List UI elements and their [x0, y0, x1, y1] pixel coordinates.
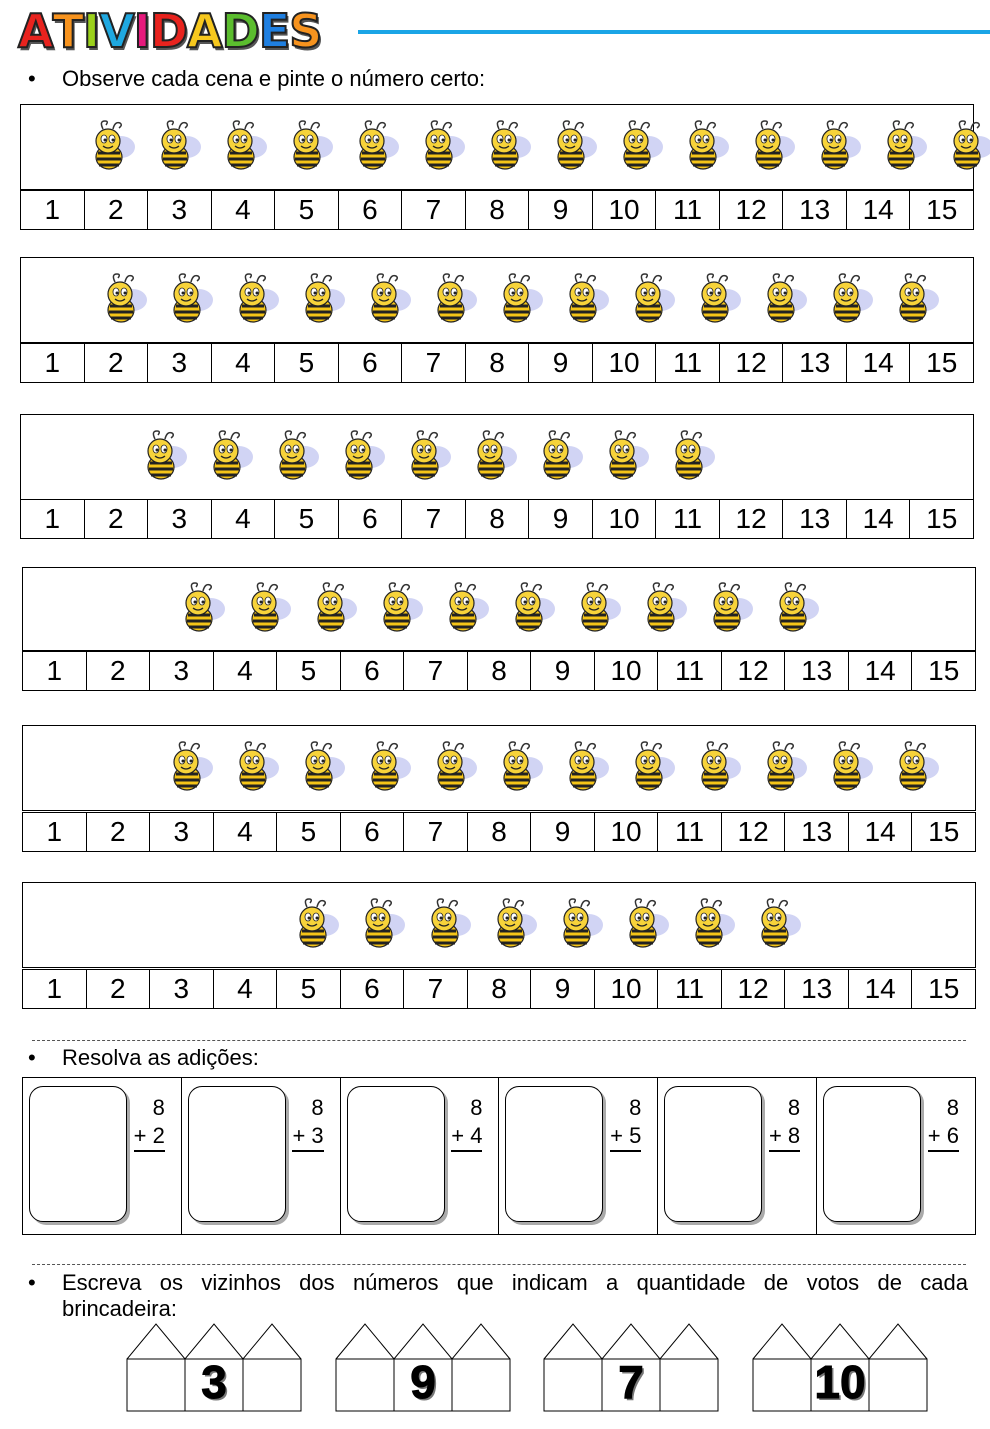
bee-icon — [291, 270, 351, 330]
number-cell[interactable]: 15 — [928, 816, 960, 847]
bee-icon — [369, 579, 429, 639]
number-cell[interactable]: 2 — [85, 500, 149, 538]
bee-icon — [159, 270, 219, 330]
bee-icon — [93, 270, 153, 330]
bee-icon — [483, 895, 543, 955]
addend-bottom: + 5 — [610, 1122, 641, 1152]
bee-icon — [81, 117, 141, 177]
number-cell[interactable]: 3 — [150, 813, 214, 851]
addend-bottom: + 3 — [292, 1122, 323, 1152]
addition-cell — [499, 1078, 658, 1234]
answer-box[interactable] — [347, 1086, 445, 1222]
number-cell[interactable]: 4 — [214, 970, 278, 1008]
number-cell[interactable]: 5 — [277, 970, 341, 1008]
number-cell[interactable]: 1 — [23, 813, 87, 851]
number-cell[interactable]: 12 — [722, 813, 786, 851]
bee-icon — [303, 579, 363, 639]
bee-scene — [20, 104, 974, 190]
number-cell[interactable]: 1 — [21, 500, 85, 538]
number-cell[interactable]: 12 — [722, 970, 786, 1008]
addition-cell — [817, 1078, 975, 1234]
bee-icon — [661, 427, 721, 487]
number-cell[interactable]: 14 — [847, 500, 911, 538]
addend-bottom: + 4 — [451, 1122, 482, 1152]
bee-icon — [133, 427, 193, 487]
bee-icon — [279, 117, 339, 177]
number-cell[interactable]: 10 — [595, 652, 659, 690]
bee-icon — [621, 738, 681, 798]
number-cell[interactable]: 3 — [150, 652, 214, 690]
number-cell[interactable]: 11 — [658, 652, 722, 690]
title-letter: I — [133, 4, 150, 58]
page-title — [18, 4, 321, 56]
bee-icon — [331, 427, 391, 487]
number-cell[interactable]: 8 — [468, 813, 532, 851]
number-row — [20, 190, 974, 230]
center-number: 10 — [814, 1356, 866, 1408]
bee-icon — [633, 579, 693, 639]
number-cell[interactable]: 9 — [531, 970, 595, 1008]
bee-scene — [22, 567, 976, 651]
number-cell[interactable]: 7 — [402, 344, 466, 382]
instruction-1 — [28, 66, 485, 92]
number-cell[interactable]: 6 — [341, 813, 405, 851]
number-cell[interactable]: 13 — [783, 500, 847, 538]
number-cell[interactable]: 2 — [87, 652, 151, 690]
bee-icon — [199, 427, 259, 487]
bee-icon — [609, 117, 669, 177]
bee-icon — [435, 579, 495, 639]
bee-icon — [549, 895, 609, 955]
bee-icon — [753, 270, 813, 330]
bee-icon — [477, 117, 537, 177]
instruction-text: Resolva as adições: — [62, 1045, 259, 1070]
title-letter: D — [221, 4, 259, 58]
number-cell[interactable]: 10 — [595, 970, 659, 1008]
addend-bottom: + 2 — [134, 1122, 165, 1152]
number-cell[interactable]: 2 — [87, 970, 151, 1008]
number-cell[interactable]: 8 — [468, 970, 532, 1008]
bee-icon — [225, 270, 285, 330]
answer-box[interactable] — [664, 1086, 762, 1222]
bee-icon — [687, 738, 747, 798]
number-cell[interactable]: 5 — [275, 191, 339, 229]
number-cell[interactable]: 13 — [783, 344, 847, 382]
bee-icon — [555, 270, 615, 330]
instruction-text: Escreva os vizinhos dos números que indicam a quantidade de votos de cada — [62, 1270, 968, 1295]
instruction-2 — [28, 1045, 259, 1071]
neighbor-houses — [752, 1323, 928, 1413]
addition-problem — [610, 1094, 641, 1152]
bee-icon — [411, 117, 471, 177]
bee-icon — [423, 738, 483, 798]
bee-icon — [615, 895, 675, 955]
addition-problem — [292, 1094, 323, 1152]
number-cell[interactable]: 3 — [148, 191, 212, 229]
bee-icon — [417, 895, 477, 955]
bee-icon — [171, 579, 231, 639]
bee-icon — [345, 117, 405, 177]
bee-icon — [423, 270, 483, 330]
number-cell[interactable]: 12 — [720, 500, 784, 538]
bee-icon — [213, 117, 273, 177]
addition-problem — [769, 1094, 800, 1152]
number-cell[interactable]: 7 — [402, 191, 466, 229]
number-cell[interactable]: 11 — [658, 813, 722, 851]
number-cell[interactable]: 4 — [212, 191, 276, 229]
bee-icon — [741, 117, 801, 177]
center-number: 9 — [410, 1356, 436, 1408]
number-cell[interactable]: 2 — [87, 813, 151, 851]
number-cell[interactable]: 10 — [595, 813, 659, 851]
bee-icon — [265, 427, 325, 487]
bee-icon — [225, 738, 285, 798]
addend-top: 8 — [470, 1095, 483, 1120]
addend-top: 8 — [787, 1095, 801, 1120]
center-number: 3 — [201, 1356, 227, 1408]
number-cell[interactable]: 11 — [656, 191, 720, 229]
number-cell[interactable]: 12 — [720, 344, 784, 382]
instruction-3 — [28, 1270, 968, 1322]
number-cell[interactable]: 8 — [466, 344, 530, 382]
bee-icon — [873, 117, 933, 177]
number-cell[interactable]: 10 — [593, 344, 657, 382]
number-cell[interactable]: 14 — [849, 813, 913, 851]
bee-icon — [285, 895, 345, 955]
bee-scene — [22, 725, 976, 811]
neighbor-houses — [335, 1323, 511, 1413]
number-cell[interactable]: 1 — [21, 191, 85, 229]
bee-icon — [939, 117, 990, 177]
number-cell[interactable]: 6 — [339, 344, 403, 382]
number-cell[interactable]: 13 — [783, 191, 847, 229]
number-cell[interactable]: 4 — [214, 813, 278, 851]
title-letter: I — [83, 4, 100, 58]
bee-scene — [22, 882, 976, 968]
bee-icon — [885, 270, 945, 330]
number-cell[interactable]: 4 — [214, 652, 278, 690]
bee-icon — [463, 427, 523, 487]
instruction-text-2: brincadeira: — [62, 1296, 177, 1321]
bee-icon — [819, 738, 879, 798]
number-cell[interactable]: 9 — [529, 500, 593, 538]
number-row — [22, 969, 976, 1009]
bee-icon — [885, 738, 945, 798]
title-underline — [358, 30, 990, 34]
bee-icon — [681, 895, 741, 955]
bee-icon — [501, 579, 561, 639]
number-cell[interactable]: 7 — [402, 500, 466, 538]
number-cell[interactable]: 1 — [23, 970, 87, 1008]
bee-icon — [747, 895, 807, 955]
bullet: • — [28, 66, 36, 91]
number-cell[interactable]: 13 — [785, 652, 849, 690]
number-cell[interactable]: 14 — [847, 191, 911, 229]
number-cell[interactable]: 13 — [785, 813, 849, 851]
addition-cell — [182, 1078, 341, 1234]
neighbor-houses — [126, 1323, 302, 1413]
number-cell[interactable]: 15 — [928, 655, 960, 686]
bee-icon — [529, 427, 589, 487]
bee-icon — [543, 117, 603, 177]
addend-top: 8 — [946, 1095, 959, 1120]
number-cell[interactable]: 14 — [849, 652, 913, 690]
bee-icon — [357, 738, 417, 798]
bee-icon — [489, 738, 549, 798]
answer-box[interactable] — [188, 1086, 286, 1222]
number-cell[interactable]: 9 — [529, 191, 593, 229]
divider — [32, 1040, 966, 1041]
title-letter: S — [289, 4, 322, 58]
neighbor-houses — [543, 1323, 719, 1413]
number-cell[interactable]: 8 — [466, 500, 530, 538]
bee-icon — [621, 270, 681, 330]
right-neighbor-box[interactable] — [660, 1359, 718, 1411]
number-cell[interactable]: 12 — [720, 191, 784, 229]
right-neighbor-box[interactable] — [869, 1359, 927, 1411]
left-neighbor-box[interactable] — [127, 1359, 185, 1411]
number-cell[interactable]: 9 — [531, 813, 595, 851]
addition-problem — [451, 1094, 482, 1152]
bee-icon — [147, 117, 207, 177]
number-cell[interactable]: 11 — [658, 970, 722, 1008]
number-cell[interactable]: 10 — [593, 500, 657, 538]
addend-bottom: + 6 — [928, 1122, 959, 1152]
bee-icon — [819, 270, 879, 330]
number-cell[interactable]: 15 — [928, 973, 960, 1004]
number-cell[interactable]: 3 — [148, 500, 212, 538]
answer-box[interactable] — [823, 1086, 921, 1222]
number-cell[interactable]: 3 — [150, 970, 214, 1008]
number-cell[interactable]: 1 — [21, 344, 85, 382]
answer-box[interactable] — [29, 1086, 127, 1222]
additions-table — [22, 1077, 976, 1235]
bullet: • — [28, 1045, 36, 1070]
number-cell[interactable]: 15 — [926, 194, 958, 225]
number-cell[interactable]: 15 — [926, 503, 958, 534]
title-letter: A — [18, 4, 53, 58]
number-cell[interactable]: 5 — [275, 344, 339, 382]
number-cell[interactable]: 8 — [468, 652, 532, 690]
number-cell[interactable]: 15 — [926, 347, 958, 378]
bee-icon — [489, 270, 549, 330]
number-cell[interactable]: 11 — [656, 500, 720, 538]
number-cell[interactable]: 10 — [593, 191, 657, 229]
number-cell[interactable]: 7 — [404, 970, 468, 1008]
number-cell[interactable]: 13 — [785, 970, 849, 1008]
number-cell[interactable]: 14 — [849, 970, 913, 1008]
addend-top: 8 — [311, 1095, 324, 1120]
left-neighbor-box[interactable] — [544, 1359, 602, 1411]
bee-icon — [675, 117, 735, 177]
center-number: 7 — [618, 1356, 644, 1408]
number-row — [20, 343, 974, 383]
number-cell[interactable]: 8 — [466, 191, 530, 229]
number-cell[interactable]: 2 — [85, 191, 149, 229]
addition-cell — [23, 1078, 182, 1234]
number-row — [22, 812, 976, 852]
bee-icon — [567, 579, 627, 639]
addend-top: 8 — [629, 1095, 642, 1120]
number-cell[interactable]: 4 — [212, 500, 276, 538]
bullet: • — [28, 1270, 36, 1295]
title-letter: A — [187, 4, 222, 58]
number-cell[interactable]: 5 — [277, 813, 341, 851]
addition-cell — [658, 1078, 817, 1234]
number-cell[interactable]: 14 — [847, 344, 911, 382]
number-cell[interactable]: 2 — [85, 344, 149, 382]
bee-icon — [765, 579, 825, 639]
number-cell[interactable]: 9 — [529, 344, 593, 382]
title-letter: V — [99, 4, 134, 58]
title-letter: E — [258, 4, 290, 58]
number-cell[interactable]: 6 — [339, 191, 403, 229]
bee-icon — [397, 427, 457, 487]
instruction-text: Observe cada cena e pinte o número certo: — [62, 66, 486, 91]
left-neighbor-box[interactable] — [336, 1359, 394, 1411]
addition-cell — [341, 1078, 500, 1234]
left-neighbor-box[interactable] — [753, 1359, 811, 1411]
number-cell[interactable]: 7 — [404, 652, 468, 690]
number-cell[interactable]: 7 — [404, 813, 468, 851]
number-cell[interactable]: 3 — [148, 344, 212, 382]
number-cell[interactable]: 4 — [212, 344, 276, 382]
number-cell[interactable]: 12 — [722, 652, 786, 690]
number-cell[interactable]: 6 — [341, 970, 405, 1008]
number-cell[interactable]: 1 — [23, 652, 87, 690]
number-row — [22, 651, 976, 691]
bee-scene — [20, 414, 974, 500]
bee-icon — [753, 738, 813, 798]
number-cell[interactable]: 6 — [339, 500, 403, 538]
bee-icon — [291, 738, 351, 798]
number-cell[interactable]: 5 — [275, 500, 339, 538]
divider — [32, 1264, 966, 1265]
bee-icon — [699, 579, 759, 639]
title-letter: T — [52, 4, 83, 58]
addition-problem — [928, 1094, 959, 1152]
title-letter: D — [149, 4, 188, 58]
number-cell[interactable]: 9 — [531, 652, 595, 690]
bee-icon — [555, 738, 615, 798]
right-neighbor-box[interactable] — [452, 1359, 510, 1411]
bee-icon — [357, 270, 417, 330]
number-cell[interactable]: 6 — [341, 652, 405, 690]
bee-icon — [807, 117, 867, 177]
bee-icon — [687, 270, 747, 330]
bee-scene — [20, 257, 974, 343]
bee-icon — [159, 738, 219, 798]
number-row — [20, 499, 974, 539]
number-cell[interactable]: 11 — [656, 344, 720, 382]
answer-box[interactable] — [505, 1086, 603, 1222]
number-cell[interactable]: 5 — [277, 652, 341, 690]
bee-icon — [595, 427, 655, 487]
bee-icon — [351, 895, 411, 955]
addend-bottom: + 8 — [769, 1122, 800, 1152]
right-neighbor-box[interactable] — [243, 1359, 301, 1411]
addition-problem — [134, 1094, 165, 1152]
bee-icon — [237, 579, 297, 639]
addend-top: 8 — [152, 1095, 165, 1120]
